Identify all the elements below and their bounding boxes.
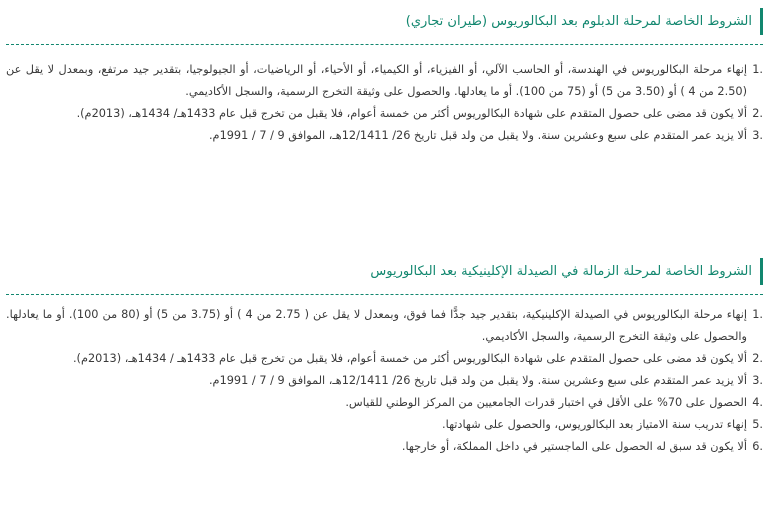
item-number: 5. bbox=[752, 418, 763, 431]
item-text: إنهاء مرحلة البكالوريوس في الهندسة، أو الحاسب الآلي، أو الفيزياء، أو الكيمياء، أو الأحياء، أو الرياضيات، أو الجيولوجيا، بتقدير جيد مرتفع، وبمعدل لا يقل عن (2.50 من 4 ) أو (3.50 من 5) أو (75 من 100). أو ما يعادلها. والحصول على وثيقة التخرج الرسمية، والسجل الأكاديمي. bbox=[6, 63, 747, 98]
item-number: 1. bbox=[752, 308, 763, 321]
list-item bbox=[6, 436, 763, 458]
item-number: 2. bbox=[752, 352, 763, 365]
item-text: ألا يكون قد مضى على حصول المتقدم على شهادة البكالوريوس أكثر من خمسة أعوام، فلا يقبل من تخرج قبل عام 1433هـ/ 1434هـ، (2013م). bbox=[76, 107, 747, 120]
item-text: ألا يزيد عمر المتقدم على سبع وعشرين سنة. ولا يقبل من ولد قبل تاريخ 26/ 12/1411هـ، الموافق 9 / 7 / 1991م. bbox=[208, 129, 747, 142]
section-heading: الشروط الخاصة لمرحلة الدبلوم بعد البكالوريوس (طيران تجاري) bbox=[6, 8, 763, 35]
conditions-list bbox=[6, 59, 763, 147]
section-heading: الشروط الخاصة لمرحلة الزمالة في الصيدلة الإكلينيكية بعد البكالوريوس bbox=[6, 258, 763, 285]
list-item bbox=[6, 392, 763, 414]
list-item bbox=[6, 125, 763, 147]
fellowship-conditions-section bbox=[6, 258, 763, 458]
diploma-conditions-section bbox=[6, 8, 763, 147]
dashed-divider bbox=[6, 294, 763, 295]
item-text: ألا يكون قد سبق له الحصول على الماجستير في داخل المملكة، أو خارجها. bbox=[401, 440, 747, 453]
conditions-list bbox=[6, 304, 763, 458]
list-item bbox=[6, 304, 763, 348]
item-number: 1. bbox=[752, 63, 763, 76]
item-text: الحصول على 70% على الأقل في اختبار قدرات الجامعيين من المركز الوطني للقياس. bbox=[345, 396, 747, 409]
list-item bbox=[6, 59, 763, 103]
item-number: 6. bbox=[752, 440, 763, 453]
list-item bbox=[6, 348, 763, 370]
list-item bbox=[6, 414, 763, 436]
item-number: 3. bbox=[752, 374, 763, 387]
item-number: 4. bbox=[752, 396, 763, 409]
dashed-divider bbox=[6, 44, 763, 45]
item-text: إنهاء تدريب سنة الامتياز بعد البكالوريوس، والحصول على شهادتها. bbox=[442, 418, 747, 431]
item-number: 3. bbox=[752, 129, 763, 142]
item-text: إنهاء مرحلة البكالوريوس في الصيدلة الإكلينيكية، بتقدير جيد جدًّا فما فوق، وبمعدل لا يقل عن ( 2.75 من 4 ) أو (3.75 من 5) أو (80 من 100). أو ما يعادلها. والحصول على وثيقة التخرج الرسمية، والسجل الأكاديمي. bbox=[6, 308, 747, 343]
list-item bbox=[6, 370, 763, 392]
item-text: ألا يزيد عمر المتقدم على سبع وعشرين سنة. ولا يقبل من ولد قبل تاريخ 26/ 12/1411هـ، الموافق 9 / 7 / 1991م. bbox=[208, 374, 747, 387]
list-item bbox=[6, 103, 763, 125]
item-text: ألا يكون قد مضى على حصول المتقدم على شهادة البكالوريوس أكثر من خمسة أعوام، فلا يقبل من تخرج قبل عام 1433هـ / 1434هـ، (2013م). bbox=[72, 352, 747, 365]
item-number: 2. bbox=[752, 107, 763, 120]
